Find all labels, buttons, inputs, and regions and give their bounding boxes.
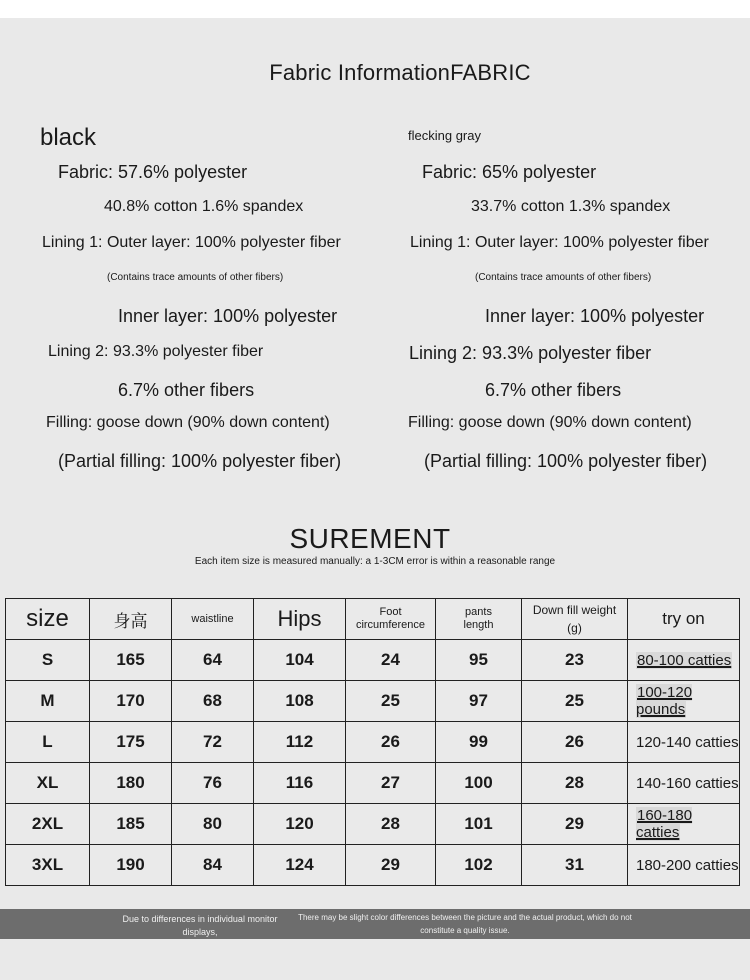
disclaimer-right: There may be slight color differences between the picture and the actual product, which do not constitute a quality issue. xyxy=(298,913,632,935)
cell-size: L xyxy=(6,722,90,763)
cell-try-on xyxy=(628,804,740,845)
gray-heading: flecking gray xyxy=(408,128,481,143)
cell-foot: 28 xyxy=(346,804,436,845)
cell-pants: 101 xyxy=(436,804,522,845)
cell-height: 175 xyxy=(90,722,172,763)
table-row xyxy=(6,681,740,722)
cell-down: 29 xyxy=(522,804,628,845)
cell-foot: 25 xyxy=(346,681,436,722)
header-foot-line2: circumference xyxy=(355,619,426,631)
cell-foot: 26 xyxy=(346,722,436,763)
cell-pants: 95 xyxy=(436,640,522,681)
try-on-text: 180-200 catties xyxy=(636,856,739,874)
cell-waistline: 80 xyxy=(172,804,254,845)
black-fabric-2: 40.8% cotton 1.6% spandex xyxy=(104,198,304,215)
cell-hips: 112 xyxy=(254,722,346,763)
cell-hips: 120 xyxy=(254,804,346,845)
header-pants-length xyxy=(436,599,522,640)
cell-hips: 108 xyxy=(254,681,346,722)
cell-down: 26 xyxy=(522,722,628,763)
gray-partial-filling: (Partial filling: 100% polyester fiber) xyxy=(424,451,708,471)
disclaimer-bar xyxy=(0,909,750,939)
cell-pants: 100 xyxy=(436,763,522,804)
header-down-fill-weight xyxy=(522,599,628,640)
cell-down: 23 xyxy=(522,640,628,681)
page-title: Fabric InformationFABRIC xyxy=(269,60,531,85)
gray-inner-layer: Inner layer: 100% polyester xyxy=(485,306,705,326)
gray-fabric: Fabric: 65% polyester xyxy=(422,162,597,182)
cell-size: 2XL xyxy=(6,804,90,845)
try-on-text: 140-160 catties xyxy=(636,774,739,792)
size-table xyxy=(5,598,740,886)
cell-try-on xyxy=(628,763,740,804)
cell-pants: 99 xyxy=(436,722,522,763)
cell-size: 3XL xyxy=(6,845,90,886)
table-row xyxy=(6,763,740,804)
header-height: 身高 xyxy=(90,599,172,640)
black-fabric: Fabric: 57.6% polyester xyxy=(58,162,248,182)
header-pants-line1: pants xyxy=(465,606,492,618)
cell-size: XL xyxy=(6,763,90,804)
cell-waistline: 76 xyxy=(172,763,254,804)
cell-waistline: 72 xyxy=(172,722,254,763)
header-down-line2: (g) xyxy=(567,621,582,635)
cell-waistline: 64 xyxy=(172,640,254,681)
cell-height: 190 xyxy=(90,845,172,886)
cell-try-on xyxy=(628,845,740,886)
try-on-text: 80-100 catties xyxy=(637,651,732,669)
try-on-text: 160-180 catties xyxy=(636,807,693,841)
cell-pants: 97 xyxy=(436,681,522,722)
try-on-text: 100-120 pounds xyxy=(636,684,693,718)
black-inner-layer: Inner layer: 100% polyester xyxy=(118,306,338,326)
cell-hips: 124 xyxy=(254,845,346,886)
cell-hips: 104 xyxy=(254,640,346,681)
header-size: size xyxy=(6,599,90,640)
disclaimer-left: Due to differences in individual monitor displays, xyxy=(122,914,278,937)
black-lining-2: Lining 2: 93.3% polyester fiber xyxy=(48,343,264,360)
header-foot-circumference xyxy=(346,599,436,640)
try-on-text: 120-140 catties xyxy=(636,733,739,751)
header-waistline: waistline xyxy=(172,599,254,640)
cell-height: 165 xyxy=(90,640,172,681)
cell-height: 185 xyxy=(90,804,172,845)
gray-trace-note: (Contains trace amounts of other fibers) xyxy=(475,272,652,283)
table-row xyxy=(6,722,740,763)
header-pants-line2: length xyxy=(463,619,494,631)
cell-try-on xyxy=(628,640,740,681)
table-row xyxy=(6,804,740,845)
cell-waistline: 84 xyxy=(172,845,254,886)
cell-waistline: 68 xyxy=(172,681,254,722)
black-lining-1: Lining 1: Outer layer: 100% polyester fiber xyxy=(42,234,341,251)
header-down-line1: Down fill weight xyxy=(532,603,617,617)
black-trace-note: (Contains trace amounts of other fibers) xyxy=(107,272,284,283)
cell-down: 31 xyxy=(522,845,628,886)
cell-down: 25 xyxy=(522,681,628,722)
measurement-note: Each item size is measured manually: a 1-3CM error is within a reasonable range xyxy=(194,556,556,567)
gray-other-fibers: 6.7% other fibers xyxy=(485,380,622,400)
table-row xyxy=(6,845,740,886)
cell-try-on xyxy=(628,681,740,722)
gray-filling: Filling: goose down (90% down content) xyxy=(408,414,692,431)
cell-down: 28 xyxy=(522,763,628,804)
table-row xyxy=(6,640,740,681)
black-partial-filling: (Partial filling: 100% polyester fiber) xyxy=(58,451,342,471)
cell-foot: 29 xyxy=(346,845,436,886)
black-other-fibers: 6.7% other fibers xyxy=(118,380,255,400)
header-try-on: try on xyxy=(628,599,740,640)
cell-pants: 102 xyxy=(436,845,522,886)
table-header-row xyxy=(6,599,740,640)
cell-hips: 116 xyxy=(254,763,346,804)
black-filling: Filling: goose down (90% down content) xyxy=(46,414,330,431)
header-hips: Hips xyxy=(254,599,346,640)
cell-size: M xyxy=(6,681,90,722)
cell-try-on xyxy=(628,722,740,763)
gray-fabric-2: 33.7% cotton 1.3% spandex xyxy=(471,198,671,215)
cell-height: 180 xyxy=(90,763,172,804)
cell-foot: 24 xyxy=(346,640,436,681)
cell-foot: 27 xyxy=(346,763,436,804)
gray-lining-1: Lining 1: Outer layer: 100% polyester fiber xyxy=(410,234,709,251)
measurement-title: SUREMENT xyxy=(289,523,451,554)
header-foot-line1: Foot xyxy=(379,606,402,618)
cell-height: 170 xyxy=(90,681,172,722)
cell-size: S xyxy=(6,640,90,681)
black-heading: black xyxy=(40,124,97,151)
gray-lining-2: Lining 2: 93.3% polyester fiber xyxy=(409,343,652,363)
